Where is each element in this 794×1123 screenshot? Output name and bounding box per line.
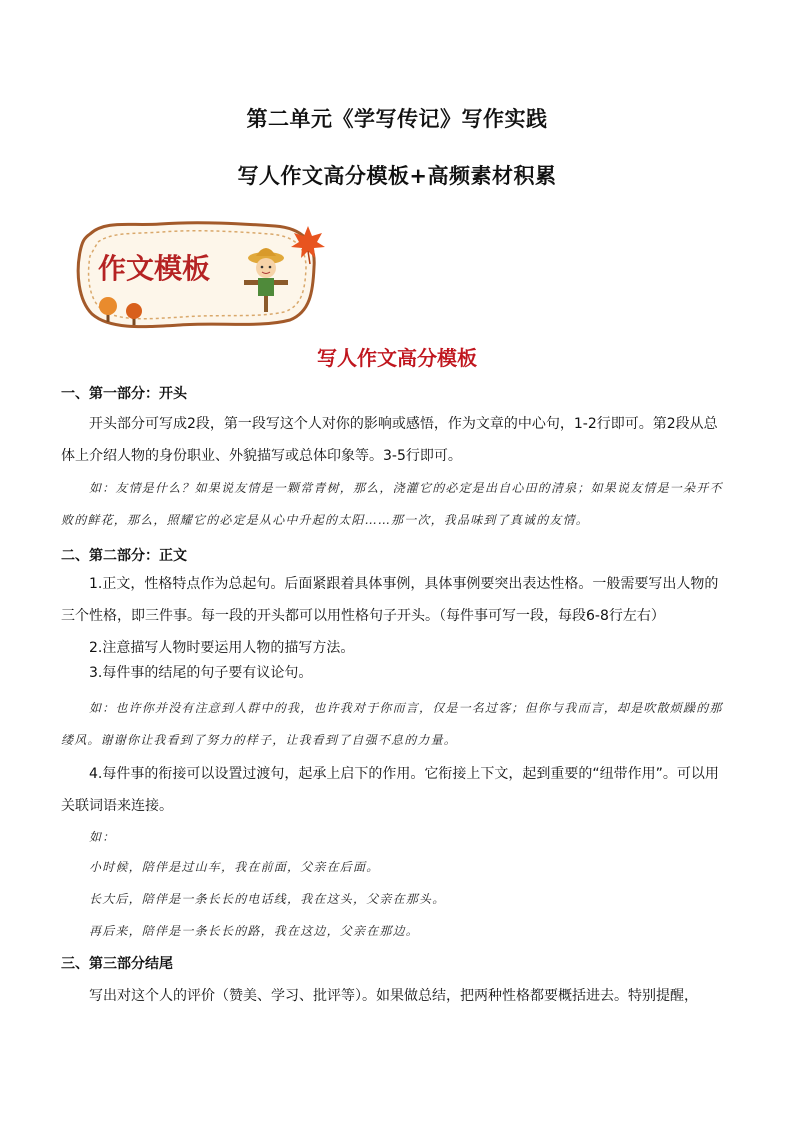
part2-example-line: 小时候，陪伴是过山车，我在前面，父亲在后面。 — [89, 860, 380, 874]
part3-heading: 三、第三部分结尾 — [61, 956, 173, 972]
part1-paragraph: 开头部分可写成2段，第一段写这个人对你的影响或感悟，作为文章的中心句，1-2行即可。第2段从总体上介绍人物的身份职业、外貌描写或总体印象等。3-5行即可。 — [61, 416, 718, 464]
part2-example-label: 如： — [89, 830, 116, 844]
part2-item2: 2.注意描写人物时要运用人物的描写方法。 — [89, 640, 355, 656]
part2-item1: 1.正文，性格特点作为总起句。后面紧跟着具体事例，具体事例要突出表达性格。一般需要写出人物的三个性格，即三件事。每一段的开头都可以用性格句子开头。（每件事可写一段，每段6-8行左右） — [61, 576, 719, 624]
part3-paragraph: 写出对这个人的评价（赞美、学习、批评等）。如果做总结，把两种性格都要概括进去。特别提醒， — [89, 988, 698, 1004]
part2-item4: 4.每件事的衔接可以设置过渡句，起承上启下的作用。它衔接上下文，起到重要的“纽带作用”。可以用关联词语来连接。 — [61, 766, 719, 814]
logo-text: 作文模板 — [98, 252, 211, 285]
part2-item3: 3.每件事的结尾的句子要有议论句。 — [89, 665, 313, 681]
section-title: 写人作文高分模板 — [317, 346, 477, 370]
part1-heading: 一、第一部分：开头 — [61, 386, 187, 402]
part2-example-line: 长大后，陪伴是一条长长的电话线，我在这头，父亲在那头。 — [89, 892, 446, 906]
part2-example-line: 再后来，陪伴是一条长长的路，我在这边，父亲在那边。 — [89, 924, 420, 938]
document-title: 第二单元《学写传记》写作实践 — [246, 107, 548, 131]
part1-example: 如：友情是什么？如果说友情是一颗常青树，那么，浇灌它的必定是出自心田的清泉；如果说友情是一朵开不败的鲜花，那么，照耀它的必定是从心中升起的太阳……那一次，我品味到了真诚的友情。 — [61, 481, 723, 527]
part2-example: 如：也许你并没有注意到人群中的我，也许我对于你而言，仅是一名过客；但你与我而言，却是吹散烦躁的那缕风。谢谢你让我看到了努力的样子，让我看到了自强不息的力量。 — [61, 701, 723, 747]
composition-template-logo — [70, 212, 330, 337]
part2-heading: 二、第二部分：正文 — [61, 548, 187, 564]
document-subtitle: 写人作文高分模板+高频素材积累 — [237, 164, 557, 188]
